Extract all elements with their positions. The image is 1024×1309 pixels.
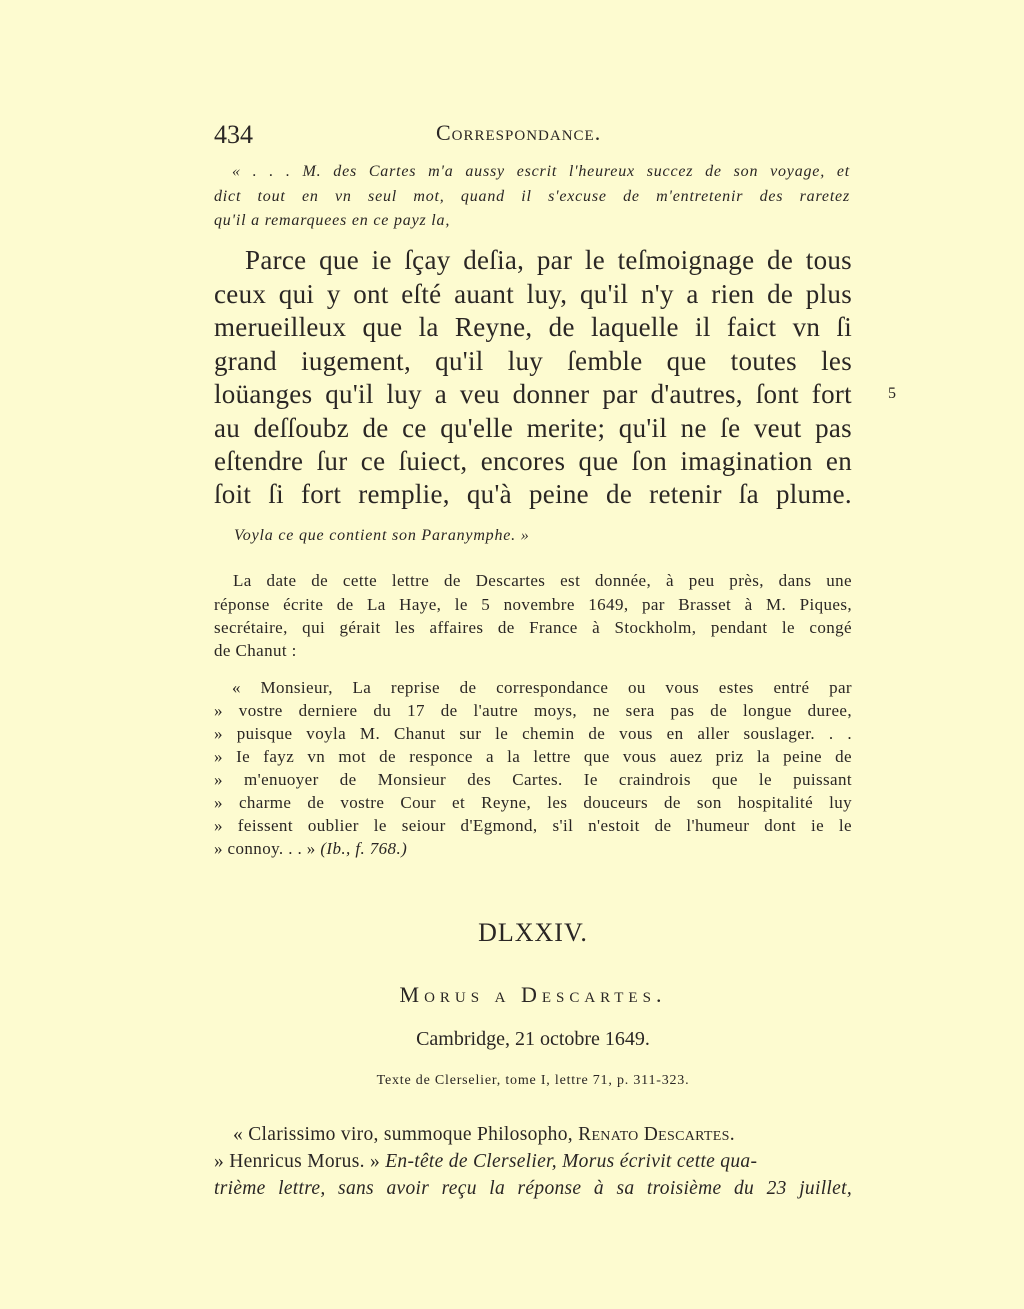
opening-quote-line: dict tout en vn seul mot, quand il s'excuse de m'entretenir des raretez — [214, 188, 850, 205]
letter-number-heading: DLXXIV. — [478, 918, 588, 947]
letter-line: » Ie fayz vn mot de responce a la lettre que vous auez priz la peine de — [214, 747, 852, 766]
letter-date: Cambridge, 21 octobre 1649. — [416, 1028, 650, 1050]
editorial-note: En-tête de Clerselier, Morus écrivit cette qua- — [385, 1151, 758, 1172]
main-passage-line: merueilleux que la Reyne, de laquelle il faict vn ſi — [214, 312, 852, 342]
latin-prefix: « Clarissimo viro, summoque Philosopho, — [233, 1124, 579, 1145]
main-passage-line: au deſſoubz de ce qu'elle merite; qu'il ne ſe veut pas — [214, 413, 852, 443]
letter-source: Texte de Clerselier, tome I, lettre 71, p. 311-323. — [376, 1073, 690, 1088]
main-passage-line: loüanges qu'il luy a veu donner par d'autres, ſont fort — [214, 379, 852, 409]
main-passage-line: grand iugement, qu'il luy ſemble que toutes les — [214, 346, 852, 376]
main-passage-line: ſoit ſi fort remplie, qu'à peine de retenir ſa plume. — [214, 479, 852, 509]
letter-line: » charme de vostre Cour et Reyne, les douceurs de son hospitalité luy — [214, 793, 852, 812]
letter-last-text: » connoy. . . » — [214, 839, 316, 858]
letter-line: » feissent oublier le seiour d'Egmond, s'il n'estoit de l'humeur dont ie le — [214, 816, 852, 835]
page-number: 434 — [214, 120, 253, 149]
latin-line — [214, 1151, 757, 1173]
editorial-note-line: trième lettre, sans avoir reçu la réponse à sa troisième du 23 juillet, — [214, 1178, 852, 1199]
margin-line-number: 5 — [888, 385, 896, 402]
main-passage-line: Parce que ie ſçay deſia, par le teſmoignage de tous — [245, 245, 852, 275]
main-passage-line: eſtendre ſur ce ſuiect, encores que ſon imagination en — [214, 446, 852, 476]
commentary-line: secrétaire, qui gérait les affaires de France à Stockholm, pendant le congé — [214, 618, 852, 637]
closing-quote: Voyla ce que contient son Paranymphe. » — [234, 527, 530, 544]
commentary-line: de Chanut : — [214, 641, 297, 660]
letter-line: « Monsieur, La reprise de correspondance ou vous estes entré par — [232, 678, 852, 697]
opening-quote-line: « . . . M. des Cartes m'a aussy escrit l'heureux succez de son voyage, et — [232, 163, 850, 180]
running-title: Correspondance. — [436, 120, 602, 145]
commentary-line: réponse écrite de La Haye, le 5 novembre 1649, par Brasset à M. Piques, — [214, 595, 852, 614]
letter-title: Morus a Descartes. — [399, 982, 667, 1007]
letter-line: » puisque voyla M. Chanut sur le chemin de vous en aller souslager. . . — [214, 724, 852, 743]
letter-reference: (Ib., f. 768.) — [320, 839, 408, 858]
commentary-line: La date de cette lettre de Descartes est donnée, à peu près, dans une — [233, 571, 852, 590]
latin-recipient: Renato Descartes. — [578, 1124, 735, 1145]
letter-line: » vostre derniere du 17 de l'autre moys, ne sera pas de longue duree, — [214, 701, 852, 720]
main-passage-line: ceux qui y ont eſté auant luy, qu'il n'y a rien de plus — [214, 279, 852, 309]
letter-line — [214, 839, 407, 859]
latin-sender: » Henricus Morus. » — [214, 1151, 386, 1172]
opening-quote-line: qu'il a remarquees en ce payz la, — [214, 212, 451, 229]
latin-line — [233, 1124, 735, 1146]
letter-line: » m'enuoyer de Monsieur des Cartes. Ie craindrois que le puissant — [214, 770, 852, 789]
